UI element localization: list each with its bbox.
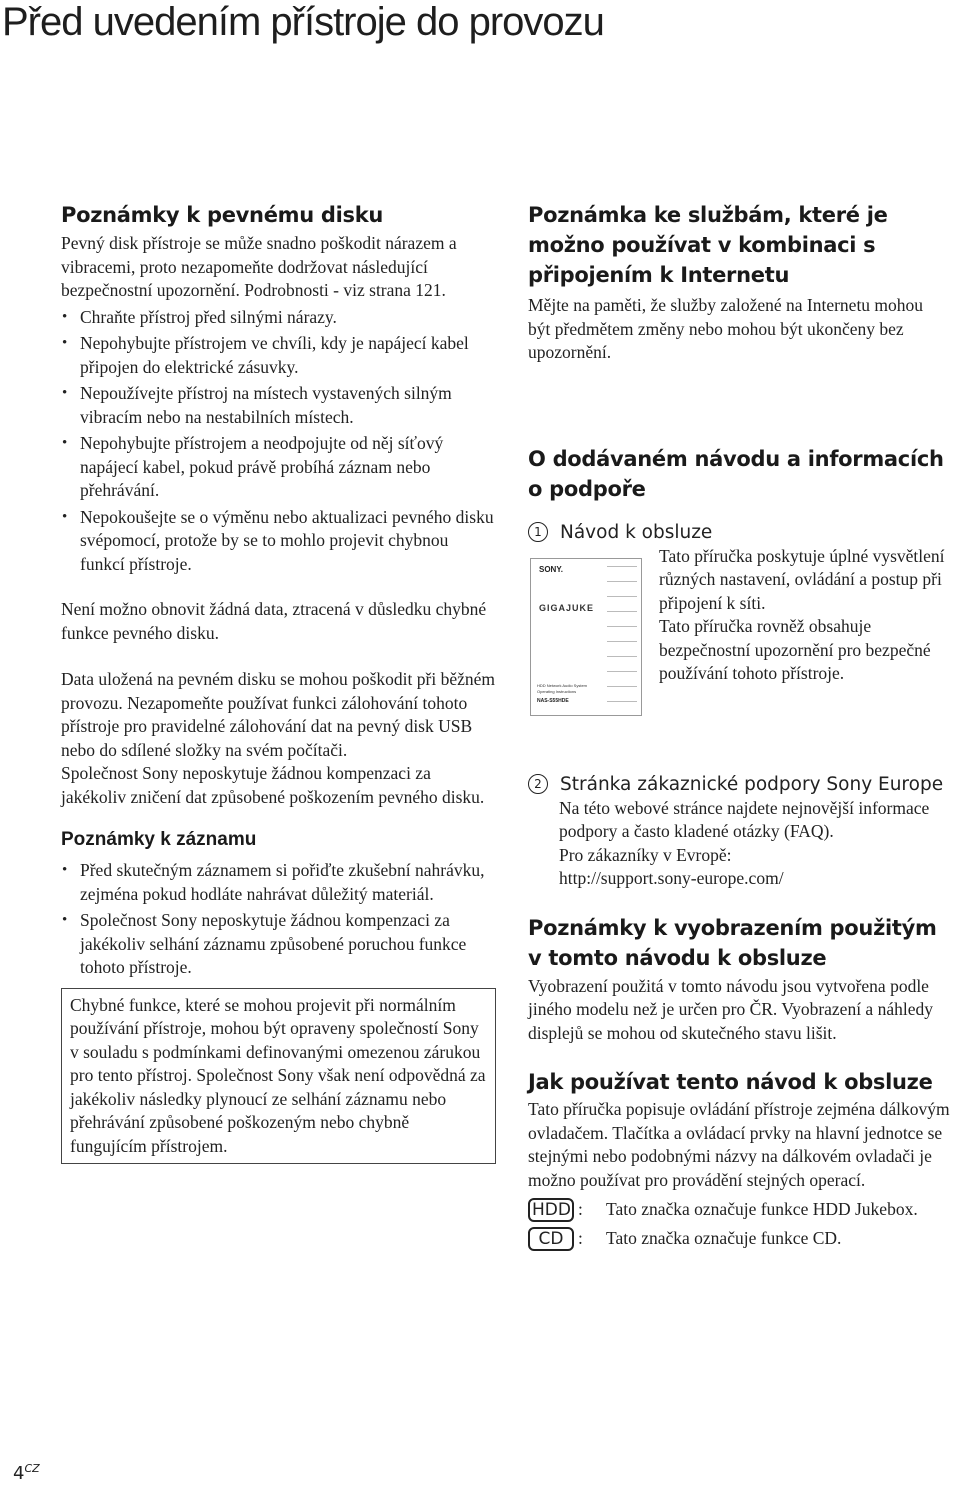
list-item: • Před skutečným záznamem si pořiďte zkušební nahrávku, zejména pokud hodláte nahrávat důležitý materiál. xyxy=(61,859,496,906)
thumbnail-system-text xyxy=(537,683,587,695)
manual-description-1: Tato příručka poskytuje úplné vysvětlení různých nastavení, ovládání a postup při připojení k síti. xyxy=(659,545,945,613)
hdd-intro: Pevný disk přístroje se může snadno poškodit nárazem a vibracemi, proto nezapomeňte dodržovat následující bezpečnostní upozornění. Podrobnosti - viz strana 121. xyxy=(61,233,457,300)
page-number: $4^{CZ}$ xyxy=(13,1462,40,1484)
how-to-use-heading: Jak používat tento návod k obsluze xyxy=(528,1070,933,1094)
thumbnail-system-name: HDD Network Audio System xyxy=(537,683,588,688)
manual-cover-thumbnail xyxy=(530,558,642,716)
sony-logo: SONY. xyxy=(539,565,564,574)
left-column xyxy=(61,198,496,1164)
internet-services-text: Mějte na paměti, že služby založené na Internetu mohou být předmětem změny nebo mohou být ukončeny bez upozornění. xyxy=(528,295,924,362)
manual-description-2: Tato příručka rovněž obsahuje bezpečnostní upozornění pro bezpečné používání tohoto přístroje. xyxy=(659,616,931,683)
hdd-notes-heading: Poznámky k pevnému disku xyxy=(61,203,384,227)
right-column xyxy=(528,198,953,1251)
support-site-url[interactable]: http://support.sony-europe.com/ xyxy=(559,868,784,888)
cd-mark-icon: CD xyxy=(528,1227,574,1251)
list-item: • Chraňte přístroj před silnými nárazy. xyxy=(61,306,496,330)
cd-mark-row xyxy=(528,1227,953,1251)
warranty-notice-text: Chybné funkce, které se mohou projevit při normálním používání přístroje, mohou být opraveny společností Sony v souladu s podmínkami definovanými omezenou zárukou pro tento přístroj. Společnost Sony však není odpovědná za jakékoliv následky plynoucí ze selhání záznamu nebo přehrávání způsobené poškozeným nebo chybně fungujícím přístrojem. xyxy=(70,994,486,1156)
page-title: Před uvedením přístroje do provozu xyxy=(2,0,604,44)
gigajuke-logo: GIGAJUKE xyxy=(539,603,595,613)
warranty-notice-box xyxy=(61,988,496,1165)
list-item: • Nepohybujte přístrojem ve chvíli, kdy je napájecí kabel připojen do elektrické zásuvky. xyxy=(61,332,496,379)
mark-colon: : xyxy=(578,1228,583,1249)
recording-bullet-list xyxy=(61,859,496,980)
support-site-item xyxy=(528,774,953,891)
illustrations-text: Vyobrazení použitá v tomto návodu jsou vytvořena podle jiného modelu než je určen pro ČR. Vyobrazení a náhledy displejů se mohou od skutečného stavu lišit. xyxy=(528,975,933,1043)
illustrations-heading: Poznámky k vyobrazením použitým v tomto návodu k obsluze xyxy=(528,915,937,970)
number-2-badge: 2 xyxy=(528,774,548,794)
recording-notes-heading: Poznámky k záznamu xyxy=(61,829,257,850)
support-site-customers: Pro zákazníky v Evropě: xyxy=(559,844,732,865)
hdd-bullet-list xyxy=(61,306,496,577)
hdd-backup-note: Data uložená na pevném disku se mohou poškodit při běžném provozu. Nezapomeňte používat funkci zálohování tohoto přístroje pro pravidelné zálohování dat na pevný disk USB nebo do sdílené složky na svém počítači. xyxy=(61,669,495,760)
manual-description xyxy=(659,545,953,686)
thumbnail-model: NAS-S55HDE xyxy=(537,698,569,704)
list-item: • Nepoužívejte přístroj na místech vystavených silným vibracím nebo na nestabilních místech. xyxy=(61,382,496,429)
list-item: • Společnost Sony neposkytuje žádnou kompenzaci za jakékoliv selhání záznamu způsobené poruchou funkce tohoto přístroje. xyxy=(61,909,496,980)
cd-mark-description: Tato značka označuje funkce CD. xyxy=(606,1228,842,1249)
thumbnail-instructions-label: Operating Instructions xyxy=(537,689,577,694)
hdd-mark-row xyxy=(528,1198,953,1222)
page-language-code: CZ xyxy=(24,1462,40,1475)
support-site-title: Stránka zákaznické podpory Sony Europe xyxy=(560,773,944,795)
thumbnail-toc-lines xyxy=(607,563,637,713)
support-site-title-row xyxy=(528,774,953,795)
manual-item-title-row xyxy=(528,522,953,543)
support-info-heading: O dodávaném návodu a informacích o podpoře xyxy=(528,446,944,501)
list-item: • Nepohybujte přístrojem a neodpojujte od něj síťový napájecí kabel, pokud právě probíhá záznam nebo přehrávání. xyxy=(61,432,496,503)
support-site-description xyxy=(559,797,953,891)
manual-title: Návod k obsluze xyxy=(560,521,713,543)
internet-services-heading: Poznámka ke službám, které je možno používat v kombinaci s připojením k Internetu xyxy=(528,203,888,287)
support-site-text: Na této webové stránce najdete nejnovější informace podpory a často kladené otázky (FAQ). xyxy=(559,797,930,841)
how-to-use-text: Tato příručka popisuje ovládání přístroje zejména dálkovým ovladačem. Tlačítka a ovládací prvky na hlavní jednotce se stejnými nebo podobnými názvy na dálkovém ovladači je možno používat pro provádění stejných operací. xyxy=(528,1099,950,1190)
list-item: • Nepokoušejte se o výměnu nebo aktualizaci pevného disku svépomocí, protože by se to mohlo projevit chybnou funkcí přístroje. xyxy=(61,506,496,577)
mark-colon: : xyxy=(578,1199,583,1220)
number-1-badge: 1 xyxy=(528,522,548,542)
hdd-mark-icon: HDD xyxy=(528,1198,574,1222)
hdd-mark-description: Tato značka označuje funkce HDD Jukebox. xyxy=(606,1199,918,1220)
hdd-data-loss-note: Není možno obnovit žádná data, ztracená v důsledku chybné funkce pevného disku. xyxy=(61,599,487,643)
hdd-compensation-note: Společnost Sony neposkytuje žádnou kompenzaci za jakékoliv zničení dat způsobené poškozením pevného disku. xyxy=(61,763,485,807)
